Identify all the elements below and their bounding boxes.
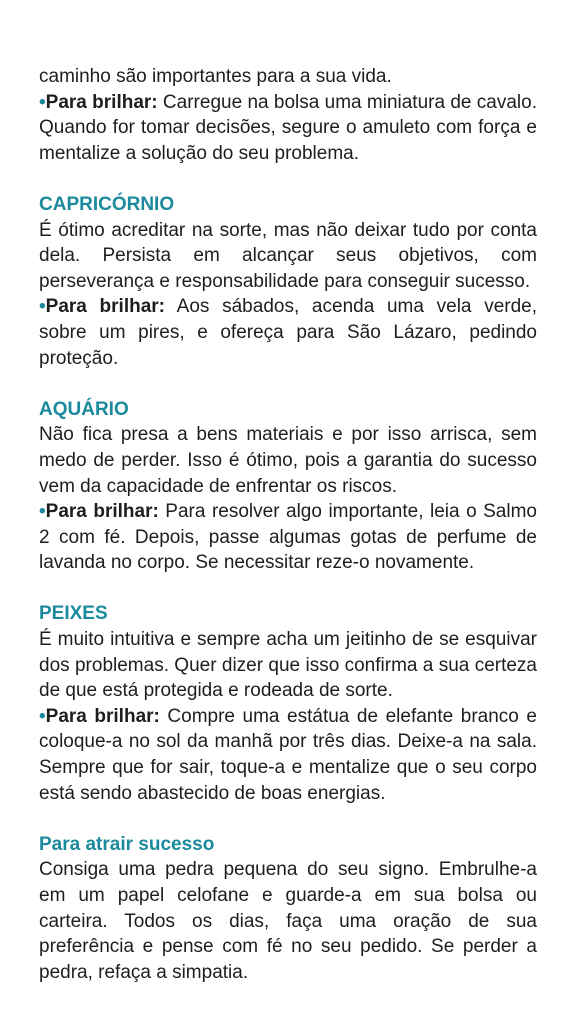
spacer xyxy=(39,166,537,192)
section-tip-aquario xyxy=(39,499,537,576)
tip-label: Para brilhar: xyxy=(45,296,166,318)
section-tip-peixes xyxy=(39,704,537,806)
section-heading-aquario: AQUÁRIO xyxy=(39,398,129,420)
bullet-icon: • xyxy=(39,296,46,318)
section-body-peixes: É muito intuitiva e sempre acha um jeitinho de se esquivar dos problemas. Quer dizer que isso confirma a sua certeza de que está protegida e rodeada de sorte. xyxy=(39,629,537,702)
intro-continuation: caminho são importantes para a sua vida. xyxy=(39,66,392,87)
extra-heading: Para atrair sucesso xyxy=(39,833,215,855)
tip-label: Para brilhar: xyxy=(45,501,159,523)
tip-text: Compre uma estátua de elefante branco e coloque-a no sol da manhã por três dias. Deixe-a na sala. Sempre que for sair, toque-a e mentalize que o seu corpo está sendo abastecido de boas energias. xyxy=(39,705,537,804)
section-body-capricornio: É ótimo acreditar na sorte, mas não deixar tudo por conta dela. Persista em alcançar seus objetivos, com perseverança e responsabilidade para conseguir sucesso. xyxy=(39,219,537,292)
tip-text: Aos sábados, acenda uma vela verde, sobre um pires, e ofereça para São Lázaro, pedindo proteção. xyxy=(39,296,537,369)
extra-body: Consiga uma pedra pequena do seu signo. Embrulhe-a em um papel celofane e guarde-a em sua bolsa ou carteira. Todos os dias, faça uma oração de sua preferência e pense com fé no seu pedido. Se perder a pedra, refaça a simpatia. xyxy=(39,859,537,983)
bullet-icon: • xyxy=(39,705,46,727)
spacer xyxy=(39,576,537,602)
spacer xyxy=(39,806,537,832)
bullet-icon: • xyxy=(39,501,46,523)
intro-tip xyxy=(39,90,537,167)
section-body-aquario: Não fica presa a bens materiais e por isso arrisca, sem medo de perder. Isso é ótimo, pois a garantia do sucesso vem da capacidade de enfrentar os riscos. xyxy=(39,424,537,497)
tip-label: Para brilhar: xyxy=(45,705,160,727)
bullet-icon: • xyxy=(39,91,46,113)
tip-label: Para brilhar: xyxy=(45,91,158,113)
section-heading-peixes: PEIXES xyxy=(39,603,108,625)
tip-text: Para resolver algo importante, leia o Salmo 2 com fé. Depois, passe algumas gotas de perfume de lavanda no corpo. Se necessitar reze-o novamente. xyxy=(39,501,537,574)
tip-text: Carregue na bolsa uma miniatura de cavalo. Quando for tomar decisões, segure o amuleto com força e mentalize a solução do seu problema. xyxy=(39,91,537,164)
spacer xyxy=(39,371,537,397)
article-page xyxy=(39,64,537,985)
section-tip-capricornio xyxy=(39,294,537,371)
section-heading-capricornio: CAPRICÓRNIO xyxy=(39,193,175,215)
